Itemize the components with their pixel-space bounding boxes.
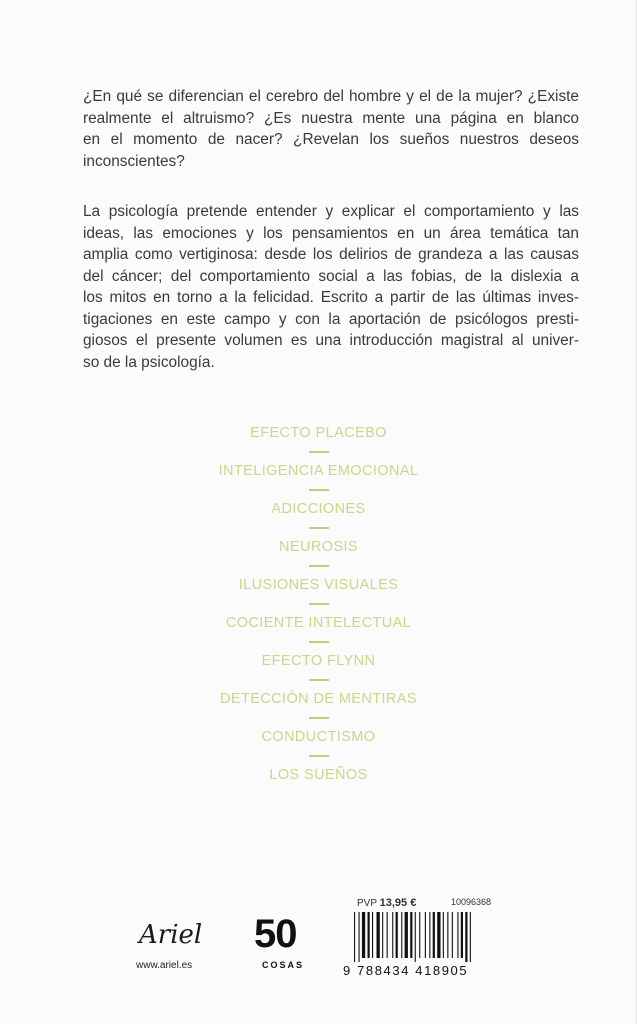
- topic-item: [0, 687, 637, 725]
- barcode-bar: [443, 912, 444, 958]
- intro-line: inconscientes?: [83, 152, 185, 170]
- publisher-logo: Ariel: [139, 920, 203, 950]
- price-tag: [357, 897, 416, 909]
- topic-divider: [309, 527, 329, 529]
- topic-label: ILUSIONES VISUALES: [238, 577, 399, 593]
- body-paragraph: [83, 201, 579, 373]
- topic-list: [0, 421, 637, 801]
- barcode-bar: [461, 912, 463, 958]
- barcode-bar: [425, 912, 426, 958]
- intro-line: realmente el altruismo? ¿Es nuestra mente una página en blanco: [83, 109, 579, 127]
- barcode-bar: [362, 912, 365, 958]
- barcode-bar: [447, 912, 448, 958]
- barcode-bar: [372, 912, 373, 958]
- barcode-bar: [433, 912, 435, 958]
- topic-item: [0, 535, 637, 573]
- topic-label: CONDUCTISMO: [261, 729, 376, 745]
- topic-divider: [309, 603, 329, 605]
- topic-divider: [309, 679, 329, 681]
- topic-label: EFECTO FLYNN: [261, 653, 376, 669]
- barcode-bar: [392, 912, 393, 958]
- body-line: tigaciones en este campo y con la aportación de psicólogos presti-: [83, 310, 579, 328]
- barcode-bar: [401, 912, 402, 958]
- topic-item: [0, 573, 637, 611]
- cover-footer: [0, 880, 637, 990]
- topic-label: LOS SUEÑOS: [269, 767, 368, 783]
- topic-divider: [309, 641, 329, 643]
- publisher-url: www.ariel.es: [136, 960, 193, 971]
- body-line: giosos el presente volumen es una introducción magistral al univer-: [83, 332, 579, 349]
- intro-paragraph: [83, 86, 579, 172]
- body-line: so de la psicología.: [83, 353, 215, 371]
- body-line: La psicología pretende entender y explicar el comportamiento y las: [83, 203, 579, 220]
- barcode-bar: [405, 912, 408, 958]
- barcode-bar: [457, 912, 458, 958]
- topic-item: [0, 497, 637, 535]
- topic-item: [0, 725, 637, 763]
- topic-label: EFECTO PLACEBO: [250, 425, 387, 441]
- price-value: 13,95 €: [379, 897, 417, 909]
- body-line: ideas, las emociones y los pensamientos en un área temática tan: [83, 224, 579, 242]
- body-line: amplia como vertiginosa: desde los delirios de grandeza a las causas: [83, 246, 579, 263]
- barcode-bar: [377, 912, 380, 958]
- topic-divider: [309, 717, 329, 719]
- series-word: COSAS: [262, 960, 305, 970]
- barcode-bar: [387, 912, 388, 958]
- barcode-bar: [368, 912, 370, 958]
- intro-line: ¿En qué se diferencian el cerebro del hombre y el de la mujer? ¿Existe: [83, 88, 579, 105]
- barcode-bar: [359, 912, 360, 962]
- barcode-icon: [352, 912, 502, 962]
- body-line: del cáncer; del comportamiento social a las fobias, de la dislexia a: [83, 267, 579, 285]
- topic-label: NEUROSIS: [279, 539, 358, 555]
- barcode-bar: [470, 912, 471, 962]
- topic-label: DETECCIÓN DE MENTIRAS: [220, 691, 417, 707]
- barcode-bar: [437, 912, 440, 958]
- product-code: 10096368: [451, 897, 492, 907]
- price-label: PVP: [357, 898, 377, 909]
- topic-divider: [309, 755, 329, 757]
- topic-item: [0, 421, 637, 459]
- barcode-bar: [415, 912, 416, 962]
- topic-divider: [309, 451, 329, 453]
- isbn-number: 9 788434 418905: [343, 963, 469, 978]
- topic-item: [0, 459, 637, 497]
- topic-item: [0, 649, 637, 687]
- topic-label: INTELIGENCIA EMOCIONAL: [218, 463, 419, 479]
- topic-label: COCIENTE INTELECTUAL: [225, 615, 412, 631]
- barcode-bar: [419, 912, 420, 958]
- topic-divider: [309, 489, 329, 491]
- barcode-bar: [465, 912, 467, 962]
- intro-line: en el momento de nacer? ¿Revelan los sueños nuestros deseos: [83, 131, 579, 148]
- topic-item: [0, 763, 637, 801]
- topic-item: [0, 611, 637, 649]
- body-line: los mitos en torno a la felicidad. Escrito a partir de las últimas inves-: [83, 289, 579, 306]
- barcode-bar: [396, 912, 398, 958]
- barcode-bar: [354, 912, 355, 962]
- topic-label: ADICCIONES: [271, 501, 366, 517]
- barcode-bar: [429, 912, 430, 958]
- topic-divider: [309, 565, 329, 567]
- barcode-bar: [382, 912, 383, 958]
- series-number: 50: [254, 912, 297, 956]
- barcode-bar: [452, 912, 453, 958]
- barcode-bar: [410, 912, 412, 958]
